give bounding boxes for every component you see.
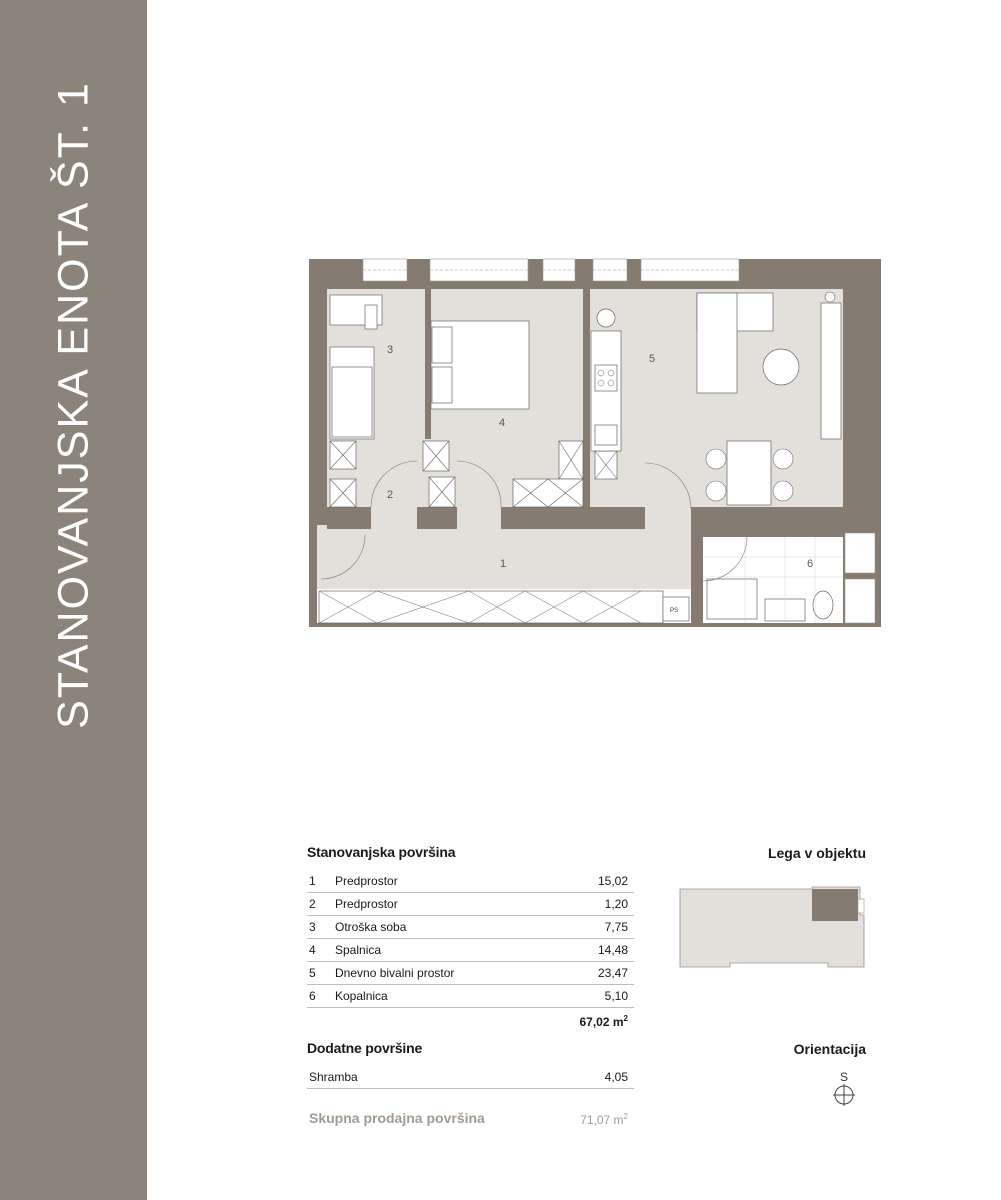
room-area: 15,02 (597, 874, 628, 888)
table-row (307, 1066, 634, 1089)
location-diagram (678, 885, 868, 969)
table-row (307, 962, 634, 985)
row-number: 1 (309, 874, 316, 888)
sidebar (0, 0, 147, 1200)
compass-letter: S (839, 1070, 848, 1084)
room-name: Spalnica (335, 943, 382, 957)
grand-total (309, 1110, 634, 1127)
extra-areas (307, 1040, 634, 1089)
extra-area-value: 4,05 (604, 1070, 628, 1084)
total-value: 67,02 m (579, 1015, 624, 1029)
orientation-title: Orientacija (793, 1041, 866, 1057)
room-number-1: 1 (500, 558, 507, 570)
table-row (307, 870, 634, 893)
extra-area-name: Shramba (309, 1070, 358, 1084)
grand-total-number: 71,07 m (580, 1113, 624, 1127)
living-area-total (307, 1008, 634, 1030)
grand-total-value (580, 1110, 634, 1127)
grand-total-unit-sup: 2 (623, 1112, 628, 1121)
row-number: 5 (309, 966, 316, 980)
living-area-heading: Stanovanjska površina (307, 844, 456, 860)
room-number-5: 5 (649, 353, 656, 365)
row-number: 3 (309, 920, 316, 934)
compass (824, 1070, 864, 1111)
room-area: 7,75 (604, 920, 628, 934)
table-row (307, 916, 634, 939)
ps-label: PS (670, 608, 679, 614)
room-area: 5,10 (604, 989, 628, 1003)
room-number-6: 6 (807, 558, 814, 570)
room-number-3: 3 (387, 344, 394, 356)
sidebar-title: STANOVANJSKA ENOTA ŠT. 1 (49, 81, 98, 729)
room-area: 1,20 (604, 897, 628, 911)
table-row (307, 939, 634, 962)
compass-icon (833, 1084, 855, 1106)
room-area: 14,48 (597, 943, 628, 957)
room-area: 23,47 (597, 966, 628, 980)
room-name: Otroška soba (335, 920, 407, 934)
room-name: Kopalnica (335, 989, 388, 1003)
room-number-2: 2 (387, 489, 394, 501)
room-name: Predprostor (335, 897, 398, 911)
row-number: 2 (309, 897, 316, 911)
room-number-4: 4 (499, 417, 506, 429)
location-title: Lega v objektu (767, 845, 866, 861)
row-number: 4 (309, 943, 316, 957)
extra-areas-heading: Dodatne površine (307, 1040, 423, 1056)
living-area-table (307, 844, 634, 1030)
row-number: 6 (309, 989, 316, 1003)
total-unit-sup: 2 (623, 1014, 628, 1023)
grand-total-label: Skupna prodajna površina (309, 1110, 485, 1126)
table-row (307, 893, 634, 916)
room-name: Predprostor (335, 874, 398, 888)
floor-plan (305, 255, 881, 645)
table-row (307, 985, 634, 1008)
room-name: Dnevno bivalni prostor (335, 966, 455, 980)
